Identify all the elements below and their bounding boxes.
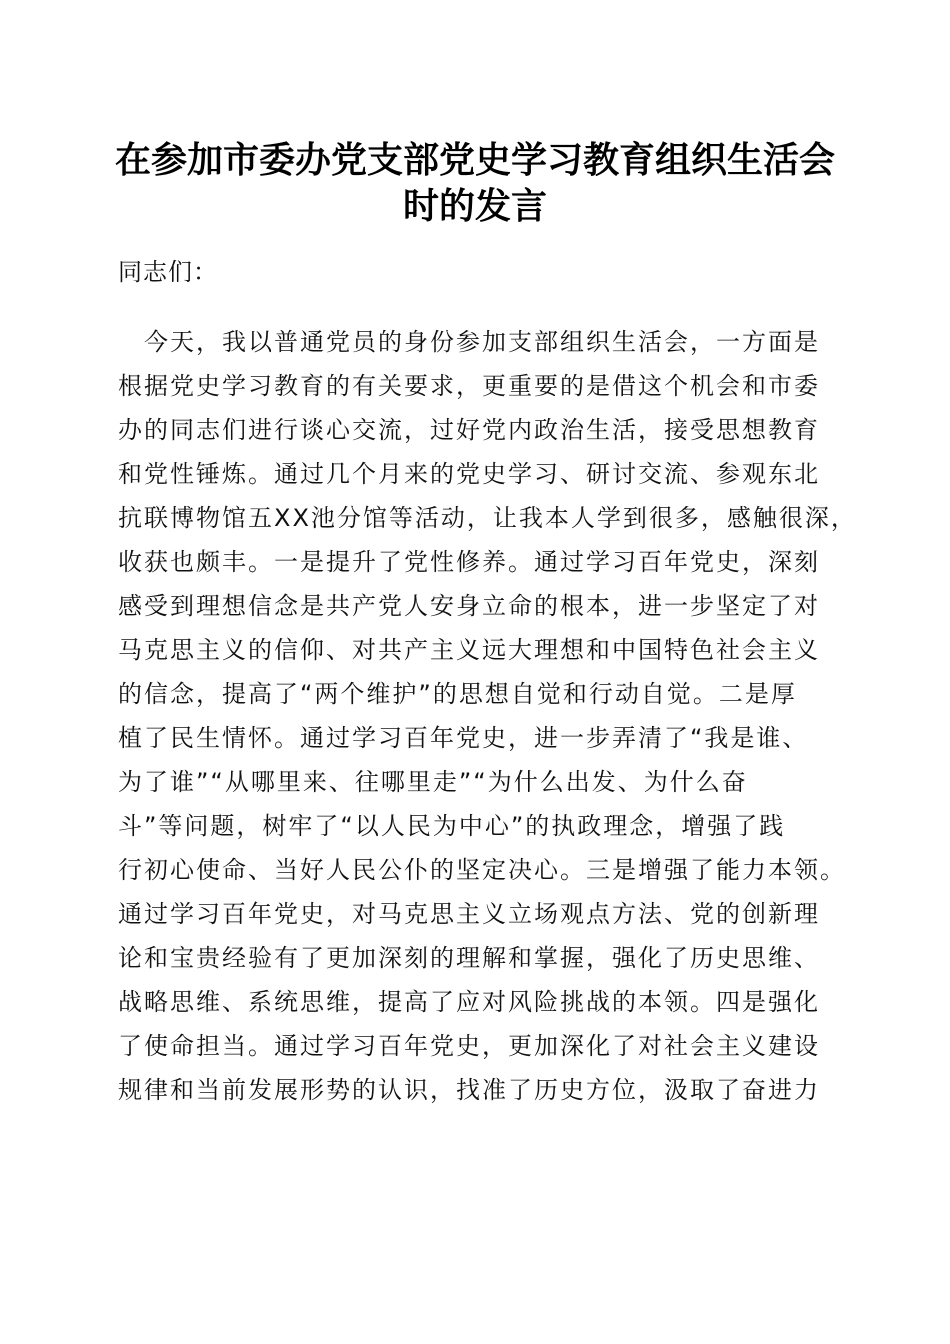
body-line: 抗联博物馆五XX池分馆等活动，让我本人学到很多，感触很深， <box>118 504 857 532</box>
body-line: 今天，我以普通党员的身份参加支部组织生活会，一方面是 <box>118 328 820 356</box>
body-line: 为了谁”“从哪里来、往哪里走”“为什么出发、为什么奋 <box>118 768 748 796</box>
body-line: 斗”等问题，树牢了“以人民为中心”的执政理念，增强了践 <box>118 812 786 840</box>
body-line: 通过学习百年党史，对马克思主义立场观点方法、党的创新理 <box>118 900 820 928</box>
body-line: 和党性锤炼。通过几个月来的党史学习、研讨交流、参观东北 <box>118 460 820 488</box>
body-line: 论和宝贵经验有了更加深刻的理解和掌握，强化了历史思维、 <box>118 944 820 972</box>
body-line: 行初心使命、当好人民公仆的坚定决心。三是增强了能力本领。 <box>118 856 846 884</box>
body-line: 办的同志们进行谈心交流，过好党内政治生活，接受思想教育 <box>118 416 820 444</box>
body-line: 战略思维、系统思维，提高了应对风险挑战的本领。四是强化 <box>118 988 820 1016</box>
body-line: 根据党史学习教育的有关要求，更重要的是借这个机会和市委 <box>118 372 820 400</box>
body-line: 收获也颇丰。一是提升了党性修养。通过学习百年党史，深刻 <box>118 548 820 576</box>
document-title-line-1: 在参加市委办党支部党史学习教育组织生活会 <box>114 139 835 181</box>
body-line: 植了民生情怀。通过学习百年党史，进一步弄清了“我是谁、 <box>118 724 809 752</box>
greeting: 同志们： <box>118 258 218 286</box>
document-title-line-2: 时的发言 <box>402 185 547 227</box>
body-line: 感受到理想信念是共产党人安身立命的根本，进一步坚定了对 <box>118 592 820 620</box>
body-line: 马克思主义的信仰、对共产主义远大理想和中国特色社会主义 <box>118 636 820 664</box>
body-line: 规律和当前发展形势的认识，找准了历史方位，汲取了奋进力 <box>118 1076 820 1104</box>
body-line: 的信念，提高了“两个维护”的思想自觉和行动自觉。二是厚 <box>118 680 797 708</box>
body-line: 了使命担当。通过学习百年党史，更加深化了对社会主义建设 <box>118 1032 820 1060</box>
